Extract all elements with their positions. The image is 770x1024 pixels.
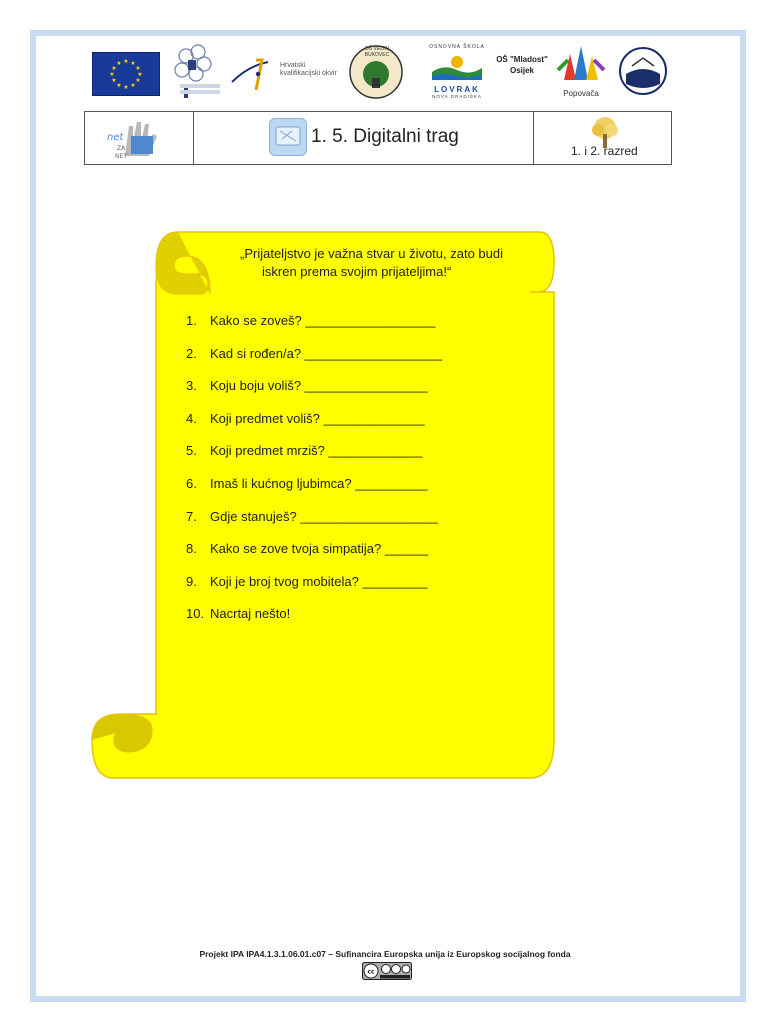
logo-strip [60, 40, 680, 104]
question-text: Nacrtaj nešto! [210, 606, 291, 622]
svg-text:★: ★ [130, 60, 136, 67]
list-item [186, 606, 536, 639]
svg-text:★: ★ [130, 82, 136, 89]
svg-text:★: ★ [111, 65, 117, 72]
header-table [84, 111, 672, 165]
school-lovrak-top: OSNOVNA ŠKOLA [429, 44, 485, 50]
school-round-logo [618, 44, 668, 98]
question-list [186, 313, 536, 639]
question-number: 7. [186, 508, 197, 524]
question-text: Gdje stanuješ? ___________________ [210, 508, 438, 524]
svg-text:★: ★ [116, 60, 122, 67]
question-number: 3. [186, 378, 197, 394]
question-number: 4. [186, 410, 197, 426]
question-number: 5. [186, 443, 197, 459]
quote-block [240, 245, 540, 281]
svg-text:★: ★ [116, 82, 122, 89]
list-item [186, 541, 536, 574]
school-lovrak-logo [426, 44, 488, 102]
school-mladost-name: OŠ "Mladost" [496, 55, 548, 64]
list-item [186, 346, 536, 379]
question-number: 6. [186, 475, 197, 491]
netlogo-za: ZA [117, 145, 126, 152]
svg-text:★: ★ [109, 71, 115, 78]
question-text: Koju boju voliš? _________________ [210, 378, 428, 394]
list-item [186, 509, 536, 542]
eu-flag-logo [92, 52, 160, 96]
svg-text:★: ★ [135, 77, 141, 84]
list-item [186, 313, 536, 346]
hko-logo [230, 56, 340, 98]
question-number: 8. [186, 541, 197, 557]
page-title: 1. 5. Digitalni trag [311, 126, 459, 147]
netzanet-logo [85, 112, 193, 164]
question-number: 10. [186, 606, 205, 622]
hko-text: Hrvatski kvalifikacijski okvir [280, 62, 337, 77]
question-number: 1. [186, 313, 197, 328]
question-text: Kako se zove tvoja simpatija? ______ [210, 541, 429, 557]
svg-text:★: ★ [123, 84, 129, 91]
school-mladost-city: Osijek [509, 66, 534, 75]
question-text: Kako se zoveš? __________________ [210, 313, 436, 328]
school-lovrak-bottom: NOVA GRADIŠKA [432, 94, 482, 99]
list-item [186, 443, 536, 476]
question-text: Koji predmet mrziš? _____________ [210, 443, 423, 459]
school-popovaca-logo [554, 40, 608, 100]
svg-text:★: ★ [111, 77, 117, 84]
grade-label: 1. i 2. razred [571, 144, 638, 158]
school-veliki-bukovec-text: OŠ VELIKI BUKOVEC [364, 46, 390, 58]
header-cell-title [193, 112, 534, 164]
header-cell-logo [85, 112, 194, 164]
question-number: 2. [186, 345, 197, 361]
svg-text:★: ★ [123, 58, 129, 65]
netlogo-net2: NET [115, 153, 127, 160]
cc-license-badge [362, 962, 412, 980]
question-text: Kad si rođen/a? ___________________ [210, 345, 443, 361]
question-number: 9. [186, 573, 197, 589]
footer-text: Projekt IPA IPA4.1.3.1.06.01.c07 – Sufinancira Europska unija iz Europskog socijalnog fonda [199, 949, 571, 959]
school-popovaca-name: Popovača [563, 89, 599, 98]
question-text: Imaš li kućnog ljubimca? __________ [210, 475, 428, 491]
list-item [186, 476, 536, 509]
ministry-caption [180, 84, 230, 94]
question-text: Koji predmet voliš? ______________ [210, 410, 425, 426]
school-mladost-text [492, 54, 552, 76]
netlogo-net: net [107, 132, 124, 143]
cc-label: cc [367, 968, 375, 976]
list-item [186, 411, 536, 444]
quote-line-2: iskren prema svojim prijateljima!“ [262, 264, 452, 279]
school-lovrak-name: LOVRAK [434, 85, 480, 94]
digital-footprint-icon [269, 118, 307, 156]
quote-line-1: „Prijateljstvo je važna stvar u životu, zato budi [240, 246, 504, 261]
svg-text:★: ★ [137, 71, 143, 78]
header-cell-grade [533, 112, 671, 164]
list-item [186, 378, 536, 411]
svg-text:★: ★ [135, 65, 141, 72]
list-item [186, 574, 536, 607]
question-text: Koji je broj tvog mobitela? _________ [210, 573, 428, 589]
